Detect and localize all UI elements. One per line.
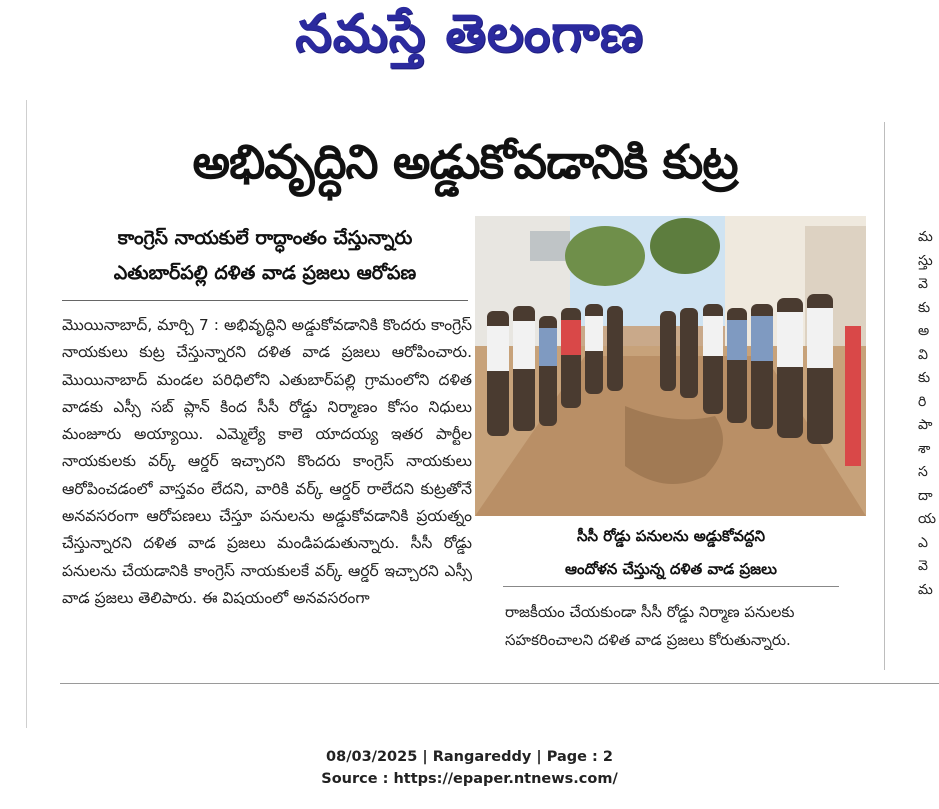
article-subheading-1: కాంగ్రెస్ నాయకులే రాద్ధాంతం చేస్తున్నారు (117, 227, 413, 249)
caption-divider (503, 586, 839, 587)
fragment-line: అ (918, 323, 930, 339)
fragment-line: శా (918, 440, 931, 457)
photo-caption-line-2: ఆందోళన చేస్తున్న దళిత వాడ ప్రజలు (565, 560, 777, 578)
fragment-line: ఎ (918, 534, 928, 551)
page-column-divider-right (884, 122, 885, 670)
news-photo-protest-group (475, 216, 866, 516)
fragment-line: వె (918, 276, 928, 292)
adjacent-article-column-fragment (918, 226, 939, 602)
photo-caption-line-1: సీసీ రోడ్డు పనులను అడ్డుకోవద్దని (576, 527, 766, 545)
subheading-divider (62, 300, 468, 301)
page-bottom-rule (60, 683, 939, 684)
article-body-left-column: మొయినాబాద్, మార్చి 7 : అభివృద్ధిని అడ్డుకోవడానికి కొందరు కాంగ్రెస్ నాయకులు కుట్ర చేస్తున్నారని దళిత వాడ ప్రజలు ఆరోపించారు. మొయినాబాద్ మండల పరిధిలోని ఎతుబార్‌పల్లి గ్రామంలోని దళిత వాడకు ఎస్సీ సబ్ ప్లాన్ కింద సీసీ రోడ్డు నిర్మాణం కోసం నిధులు మంజూరు అయ్యాయి. ఎమ్మెల్యే కాలె యాదయ్య ఇతర పార్టీల నాయకులకు వర్క్ ఆర్డర్ ఇచ్చారని కొందరు కాంగ్రెస్ నాయకులు ఆరోపించడంలో వాస్తవం లేదని, వారికి వర్క్ ఆర్డర్ రాలేదని కుట్రతోనే అనవసరంగా ఆరోపణలు చేస్తూ పనులను అడ్డుకోవడానికి ప్రయత్నం చేస్తున్నారని దళిత వాడ ప్రజలు మండిపడుతున్నారు. సీసీ రోడ్డు పనులను చేయడానికి కాంగ్రెస్ నాయకులకే వర్క్ ఆర్డర్ ఇచ్చారని ఎస్సీ వాడ ప్రజలు తెలిపారు. ఈ విషయంలో అనవసరంగా (62, 316, 472, 607)
source-link[interactable]: Source : https://epaper.ntnews.com/ (321, 771, 618, 787)
article-headline: అభివృద్ధిని అడ్డుకోవడానికి కుట్ర (192, 135, 738, 190)
newspaper-masthead (0, 0, 939, 90)
newspaper-logo: నమస్తే తెలంగాణ (295, 4, 644, 64)
fragment-line: రి (918, 393, 927, 410)
page-column-divider-left (26, 100, 27, 728)
fragment-line: వె (918, 558, 928, 574)
fragment-line: య (918, 511, 937, 527)
article-body-right-column: రాజకీయం చేయకుండా సీసీ రోడ్డు నిర్మాణ పనులకు సహకరించాలని దళిత వాడ ప్రజలు కోరుతున్నారు. (505, 603, 795, 649)
fragment-line: మ (918, 229, 933, 245)
article-subheading-2: ఎతుబార్‌పల్లి దళిత వాడ ప్రజలు ఆరోపణ (113, 262, 417, 284)
fragment-line: కు (918, 299, 931, 316)
fragment-line: వి (918, 346, 928, 363)
photo-illustration (475, 216, 866, 516)
fragment-line: స (918, 464, 928, 480)
fragment-line: పా (918, 417, 933, 433)
fragment-line: దా (918, 487, 933, 504)
fragment-line: మ (918, 581, 933, 598)
edition-info: 08/03/2025 | Rangareddy | Page : 2 (326, 749, 613, 765)
fragment-line: స్తు (918, 252, 933, 269)
fragment-line: కు (918, 370, 931, 386)
